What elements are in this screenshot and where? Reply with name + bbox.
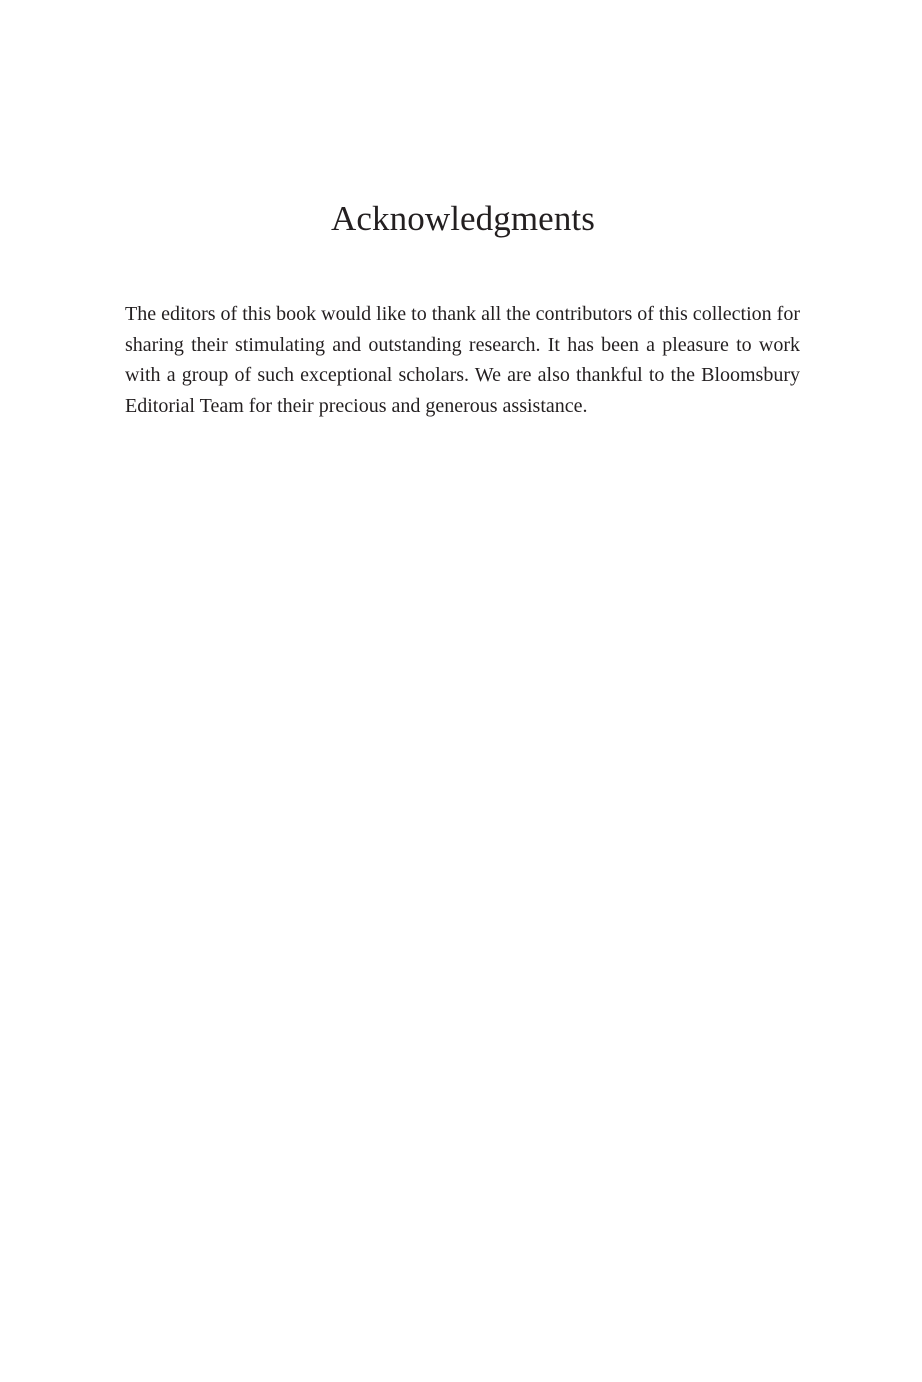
page-title: Acknowledgments — [331, 199, 595, 238]
acknowledgments-paragraph: The editors of this book would like to thank all the contributors of this collection for sharing their stimulating and outstanding research. It has been a pleasure to work with a group of such exceptional scholars. We are also thankful to the Bloomsbury Editorial Team for their precious and generous assistance. — [125, 303, 800, 417]
